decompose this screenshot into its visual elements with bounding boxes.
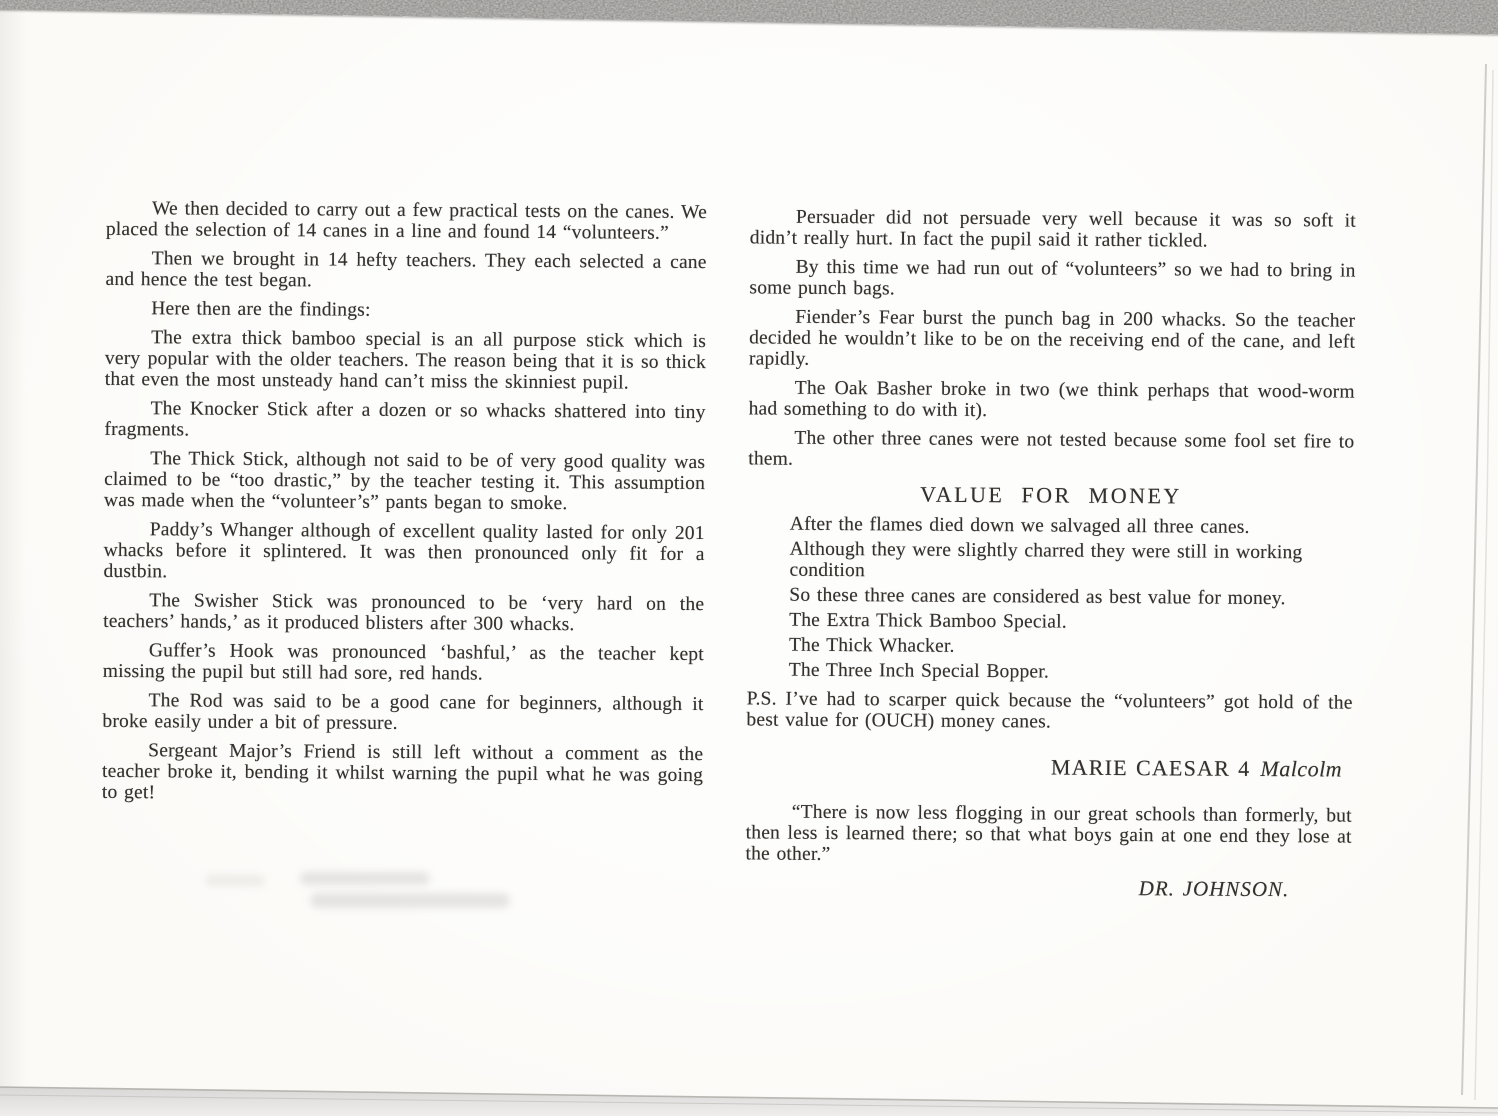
byline	[746, 754, 1343, 782]
right-column	[745, 206, 1356, 900]
left-paragraph: The Rod was said to be a good cane for beginners, although it broke easily under a bit of pressure.	[102, 690, 704, 734]
value-list-item: The Extra Thick Bamboo Special.	[789, 609, 1067, 633]
value-list-item: So these three canes are considered as best value for money.	[789, 584, 1286, 610]
right-paragraph: Persuader did not persuade very well because it was so soft it didn’t really hurt. In fact the pupil said it rather tickled.	[749, 206, 1357, 252]
value-list-item: After the flames died down we salvaged all three canes.	[789, 513, 1250, 538]
left-paragraph: Guffer’s Hook was pronounced ‘bashful,’ as the teacher kept missing the pupil but still had sore, red hands.	[102, 640, 704, 685]
left-paragraph: We then decided to carry out a few practical tests on the canes. We placed the selection of 14 canes in a line and found 14 “volunteers.”	[105, 198, 708, 244]
closing-quote: “There is now less flogging in our great schools than formerly, but then less is learned there; so that what boys gain at one end they lose at the other.”	[745, 801, 1352, 865]
right-paragraph: Fiender’s Fear burst the punch bag in 200 whacks. So the teacher decided he wouldn’t like to be on the receiving end of the cane, and left rapidly.	[748, 306, 1356, 370]
left-paragraph: The Knocker Stick after a dozen or so whacks shattered into tiny fragments.	[104, 398, 706, 441]
byline-signature: Malcolm	[1260, 755, 1343, 782]
left-paragraph: Sergeant Major’s Friend is still left without a comment as the teacher broke it, bending it whilst warning the pupil what he was going to get!	[101, 740, 704, 804]
quote-attribution: DR. JOHNSON.	[1138, 876, 1290, 902]
ps-note: P.S. I’ve had to scarper quick because the “volunteers” got hold of the best value for (OUCH) money canes.	[746, 688, 1353, 733]
byline-author: MARIE CAESAR 4	[1050, 754, 1251, 781]
left-paragraph: The Swisher Stick was pronounced to be ‘very hard on the teachers’ hands,’ as it produced blisters after 300 whacks.	[103, 590, 705, 636]
right-paragraph: The other three canes were not tested because some fool set fire to them.	[748, 427, 1355, 470]
value-list-item: The Thick Whacker.	[788, 634, 955, 657]
left-paragraph: Paddy’s Whanger although of excellent quality lasted for only 201 whacks before it splintered. It was then pronounced only fit for a dustbin.	[103, 519, 705, 583]
section-heading-value-for-money: VALUE FOR MONEY	[920, 481, 1182, 509]
right-paragraph: By this time we had run out of “volunteers” so we had to bring in some punch bags.	[749, 256, 1356, 300]
value-list-item: The Three Inch Special Bopper.	[788, 659, 1050, 683]
left-paragraph: Here then are the findings:	[151, 298, 371, 321]
left-paragraph: Then we brought in 14 hefty teachers. They each selected a cane and hence the test began.	[105, 248, 707, 292]
left-column	[102, 198, 707, 815]
left-paragraph: The Thick Stick, although not said to be of very good quality was claimed to be “too drastic,” by the teacher testing it. This assumption was made when the “volunteer’s” pants began to smoke.	[103, 448, 706, 515]
left-paragraph: The extra thick bamboo special is an all purpose stick which is very popular with the older teachers. The reason being that it is so thick that even the most unsteady hand can’t miss the skinniest pupil.	[104, 327, 707, 394]
value-list-item: Although they were slightly charred they were still in working condition	[789, 538, 1303, 582]
right-paragraph: The Oak Basher broke in two (we think perhaps that wood-worm had something to do with it).	[748, 377, 1355, 422]
